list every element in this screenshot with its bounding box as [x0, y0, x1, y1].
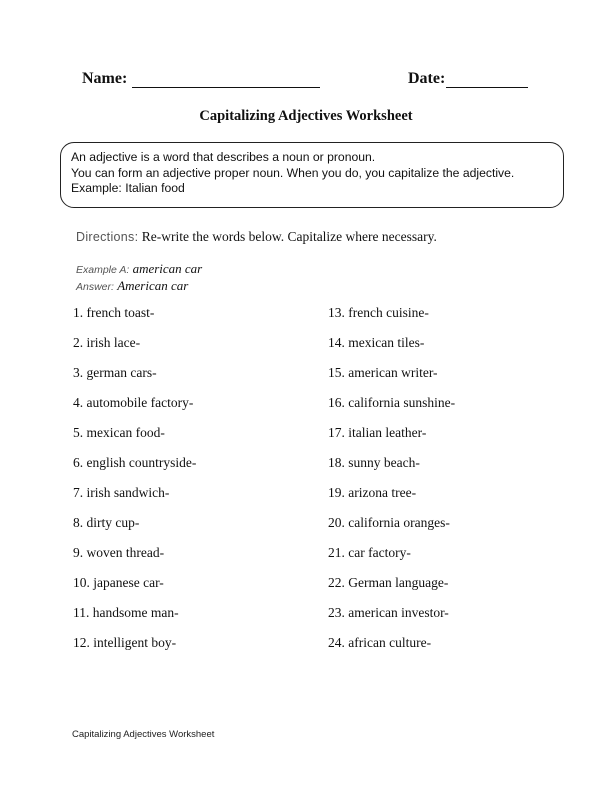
- list-item: 11. handsome man-: [73, 605, 179, 620]
- example-label: Example A:: [76, 264, 130, 276]
- list-item: 5. mexican food-: [73, 425, 165, 440]
- answer-value: American car: [117, 278, 189, 293]
- name-label: Name:: [82, 70, 128, 87]
- list-item: 14. mexican tiles-: [328, 335, 425, 350]
- exercise-list-right: [328, 305, 455, 665]
- list-item: 8. dirty cup-: [73, 515, 140, 530]
- list-item: 12. intelligent boy-: [73, 635, 177, 650]
- list-item: 15. american writer-: [328, 365, 438, 380]
- list-item: 4. automobile factory-: [73, 395, 194, 410]
- example-row: [76, 261, 202, 278]
- page-title: Capitalizing Adjectives Worksheet: [199, 108, 413, 124]
- list-item: 18. sunny beach-: [328, 455, 420, 470]
- list-item: 23. american investor-: [328, 605, 449, 620]
- list-item: 21. car factory-: [328, 545, 411, 560]
- definition-line: You can form an adjective proper noun. When you do, you capitalize the adjective.: [71, 165, 515, 180]
- list-item: 2. irish lace-: [73, 335, 141, 350]
- list-item: 22. German language-: [328, 575, 449, 590]
- definition-line: An adjective is a word that describes a noun or pronoun.: [71, 150, 376, 164]
- date-label: Date:: [408, 70, 446, 87]
- list-item: 24. african culture-: [328, 635, 432, 650]
- directions: [76, 229, 437, 245]
- name-blank[interactable]: [132, 87, 320, 88]
- answer-label: Answer:: [76, 281, 114, 293]
- date-blank[interactable]: [446, 87, 528, 88]
- header: [0, 70, 612, 92]
- list-item: 10. japanese car-: [73, 575, 164, 590]
- list-item: 3. german cars-: [73, 365, 157, 380]
- directions-label: Directions:: [76, 230, 139, 244]
- definition-example: Example: Italian food: [71, 181, 185, 195]
- definition-box: [60, 142, 564, 208]
- directions-text: Re-write the words below. Capitalize where necessary.: [141, 229, 437, 244]
- page-footer: Capitalizing Adjectives Worksheet: [72, 729, 215, 740]
- list-item: 20. california oranges-: [328, 515, 450, 530]
- list-item: 16. california sunshine-: [328, 395, 456, 410]
- list-item: 13. french cuisine-: [328, 305, 429, 320]
- list-item: 1. french toast-: [73, 305, 155, 320]
- list-item: 6. english countryside-: [73, 455, 197, 470]
- exercise-list-left: [73, 305, 196, 665]
- list-item: 17. italian leather-: [328, 425, 427, 440]
- answer-row: [76, 278, 202, 295]
- list-item: 19. arizona tree-: [328, 485, 417, 500]
- example-value: american car: [132, 261, 203, 276]
- example-block: [76, 261, 202, 295]
- list-item: 9. woven thread-: [73, 545, 165, 560]
- list-item: 7. irish sandwich-: [73, 485, 170, 500]
